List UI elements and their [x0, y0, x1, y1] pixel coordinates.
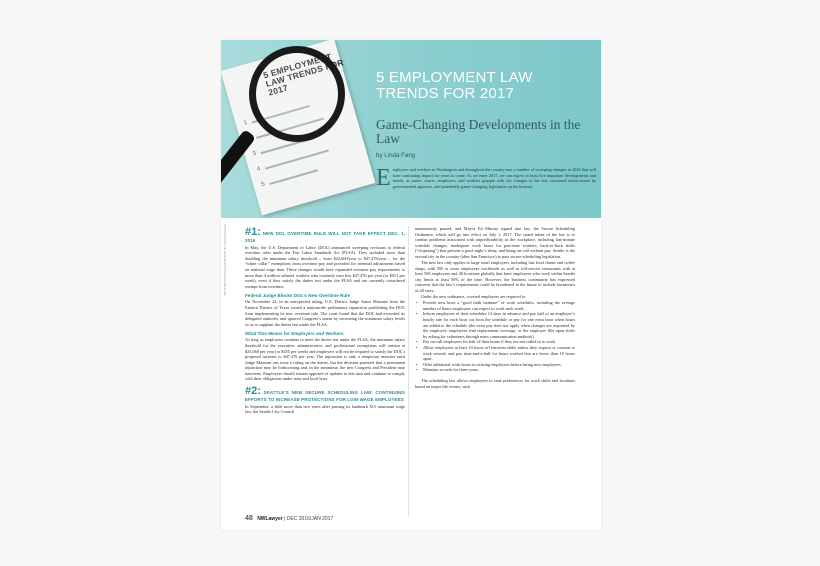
page-number: 48 [245, 515, 253, 522]
illustration-line [269, 169, 318, 185]
photo-credit: SHUTTERSTOCK/ILLUSTRATION BY ANITA PALUCH [224, 224, 227, 296]
section-number: #1: [245, 226, 261, 238]
requirements-list [415, 300, 575, 373]
body-paragraph: Under the new ordinance, covered employers are required to: [421, 294, 527, 300]
body-paragraph: As long as employees continue to meet the duties test under the FLSA, the minimum salary threshold for the executive, administrative, and professional exemptions will remain at $23,660 per year (or $455 per week) and employers will not be required to satisfy the DOL’s proposed increase to $47,476 per year. The injunction is only a temporary measure until Judge Mazzant can issue a ruling on the merits, but the decision portends that a permanent injunction may be forthcoming and, in the meantime, the new Congress and President may intervene. Employers should remain apprised of updates in this area and continue to comply with their obligations under state and local laws. [245, 337, 405, 382]
magazine-name: NWLawyer [257, 516, 283, 522]
section-title: NEW DOL OVERTIME RULE WILL NOT TAKE EFFECT DEC. 1, 2016 [245, 231, 405, 243]
illustration-number: 4 [256, 166, 262, 173]
illustration-number: 5 [260, 181, 266, 189]
illustration-number: 3 [252, 150, 257, 158]
intro-dropcap: E [376, 165, 391, 191]
hero-banner [221, 40, 601, 218]
list-item: • Inform employees of their schedules 14 days in advance and pay half of an employee’s hourly rate for each hour cut from the schedule or pay for one extra hour when hours are added to the schedule (the extra pay does not apply when changes are requested by the employee, employees find replacement coverage, or the employer fills open shifts by asking for volunteers through mass communication methods). [423, 311, 575, 339]
article-intro [376, 167, 596, 189]
subsection-heading: Federal Judge Blocks DOL’s New Overtime Rule [245, 293, 351, 299]
section-2-heading [245, 386, 405, 403]
body-paragraph: The new law only applies to large retail employers, including fast food chains and coffee shops, with 500 or more employees worldwide as well as full-service restaurants with at least 500 employees and 40 locations globally that have employees who work within Seattle city limits at least 50% of the time. However, the business community has expressed concerns that the law’s requirements could be broadened in the future to include businesses of all sizes. [415, 260, 575, 294]
list-item: • Offer additional work hours to existing employees before hiring new employees. [423, 362, 575, 368]
illustration-title: 5 EMPLOYMENT LAW TRENDS FOR 2017 [262, 51, 345, 98]
article-byline: by Linda Fang [376, 152, 416, 159]
section-number: #2: [245, 385, 261, 398]
page-footer [245, 515, 333, 522]
left-column [245, 226, 405, 415]
magazine-page [221, 40, 601, 530]
body-paragraph: In May, the U.S. Department of Labor (DOL) announced sweeping revisions to federal overtime rules under the Fair Labor Standards Act (FLSA). They included more than doubling the minimum salary threshold – from $23,660/year to $47,476/year – for the “white collar” exemptions from overtime pay and provided for triennial adjustments based on national wage data. These changes would have expanded overtime pay requirements to more than 4 million salaried workers who currently earn less $47,476 per year (or $913 per week), even if they satisfy the duties test under the FLSA and are currently considered exempt from overtime. [245, 244, 405, 289]
section-title: SEATTLE’S NEW SECURE SCHEDULING LAW: CONTINUING EFFORTS TO INCREASE PROTECTIONS FOR LOW-WAGE EMPLOYEES [245, 390, 405, 403]
list-item: • Maintain records for three years. [423, 367, 575, 373]
right-column [415, 226, 575, 390]
list-item: • Provide new hires a “good faith estimate” of work schedules, including the average number of hours employees can expect to work each week. [423, 300, 575, 311]
body-paragraph: The scheduling law allows employees to state preferences for work shifts and locations based on major life events, such [415, 377, 575, 389]
article-headline: 5 EMPLOYMENT LAW TRENDS FOR 2017 [376, 69, 533, 102]
body-paragraph: On November 22, in an unexpected ruling, U.S. District Judge Amos Mazzant from the Eastern District of Texas issued a nationwide preliminary injunction prohibiting the DOL from implementing its new overtime rule. The court found that the DOL had exceeded its delegated authority and ignored Congress’s intent by increasing the minimum salary levels so as to supplant the duties test under the FLSA. [245, 299, 405, 327]
magnifying-glass-icon [249, 46, 345, 142]
article-subhead: Game-Changing Developments in the Law [376, 117, 581, 146]
illustration-line [265, 149, 329, 169]
list-item: • Allow employees at least 10 hours off between shifts unless they request or consent to work several, and pay time-and-a-half for hours worked that are fewer than 10 hours apart. [423, 345, 575, 362]
intro-text: mployers and workers in Washington and throughout the country saw a number of sweeping changes in 2016 that will have continuing impact for years to come. As we enter 2017, we can expect at least five important developments and trends, as states, courts, employers, and workers grapple with the changes in the law, increased enforcement by governmental agencies, and potentially game-changing legislation on the horizon. [392, 167, 596, 189]
issue-date: | DEC 2016/JAN 2017 [284, 516, 334, 522]
subsection-heading: What This Means for Employers and Workers [245, 331, 344, 337]
section-1-heading [245, 227, 405, 244]
body-paragraph: In September, a little more than two years after passing its landmark $15 minimum wage law, the Seattle City Council [245, 403, 405, 415]
column-divider [408, 226, 409, 516]
body-paragraph: unanimously passed, and Mayor Ed Murray signed into law, the Secure Scheduling Ordinance, which will go into effect on July 1, 2017. The stated intent of the law is to combat problems associated with unpredictability in the workplace, including last-minute schedule changes, inadequate work hours for part-time workers, back-to-back shifts (“clopening”) that prevent a good night’s sleep, and being on-call without pay. Seattle is the second city in the country (after San Francisco) to pass secure scheduling legislation. [415, 226, 575, 259]
illustration-number: 1 [243, 119, 249, 127]
list-item: • Pay on-call employees for half of their hours if they are not called in to work. [423, 339, 575, 345]
